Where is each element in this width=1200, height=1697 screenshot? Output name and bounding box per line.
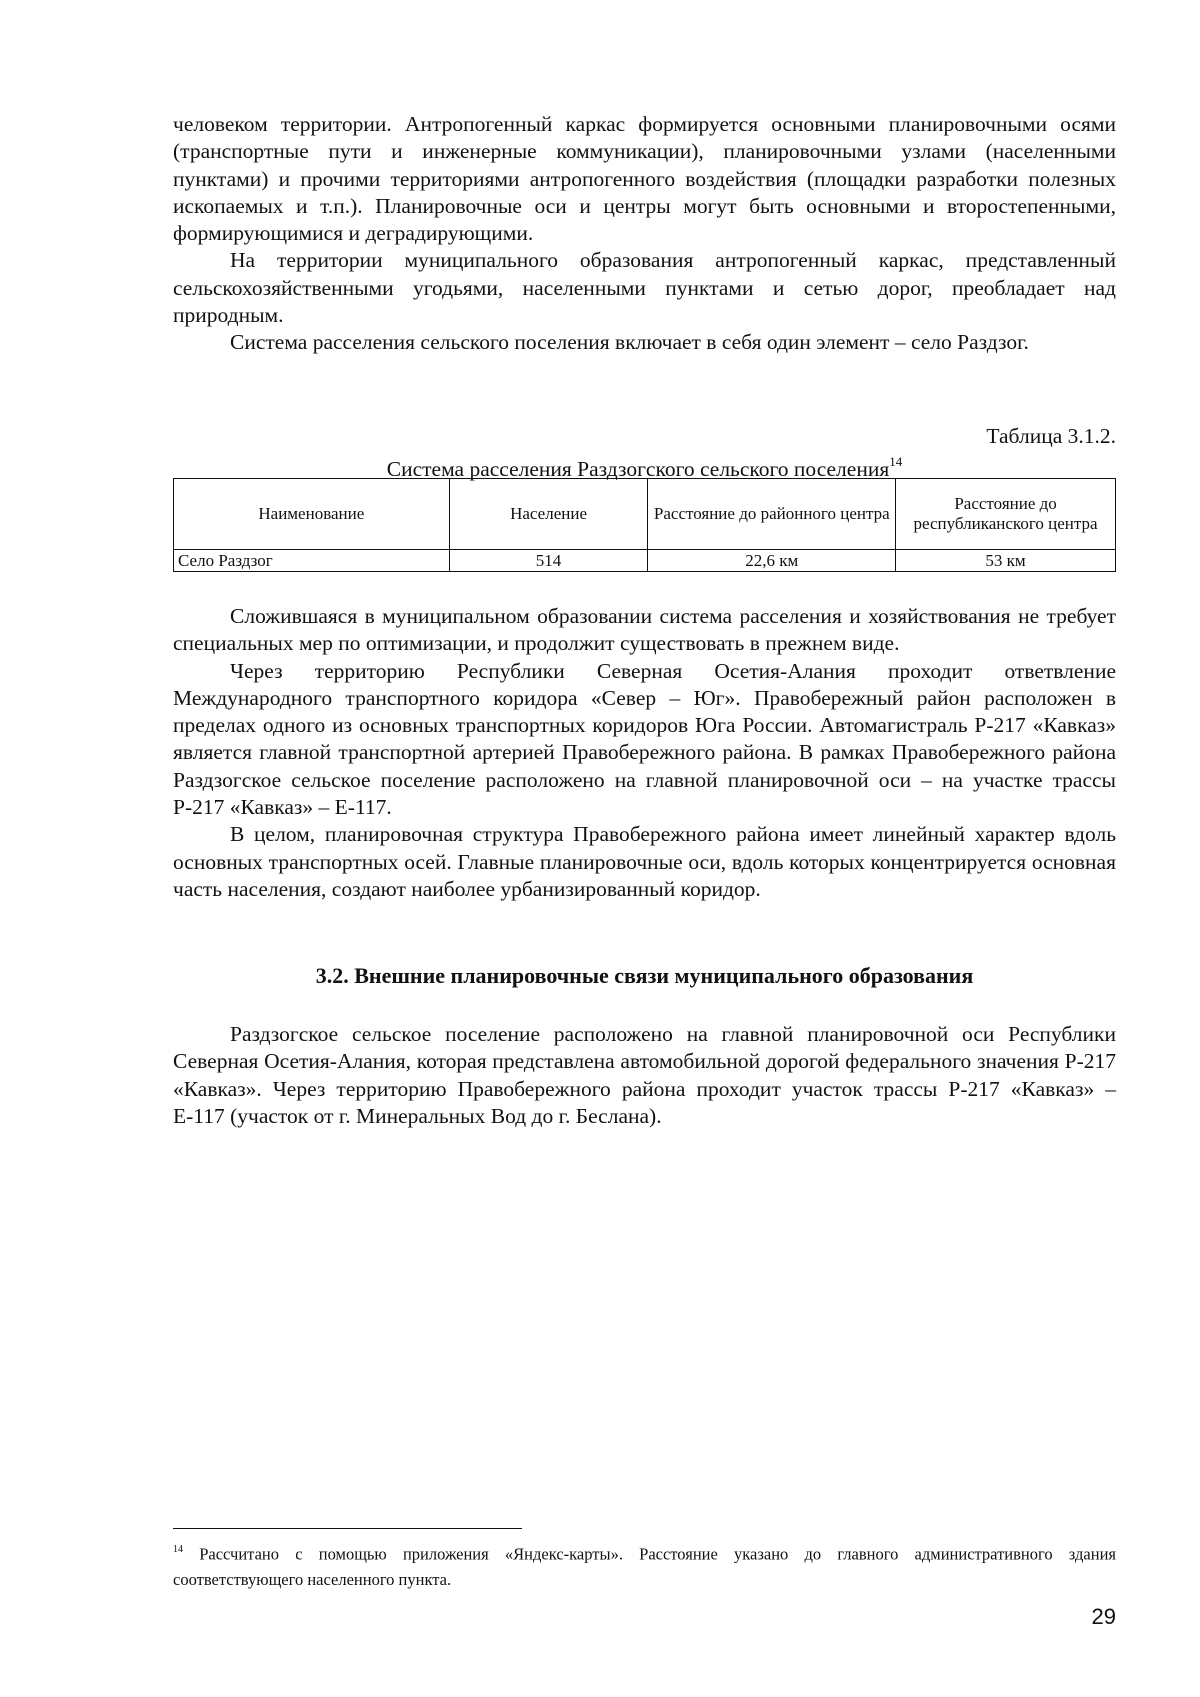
paragraph: Система расселения сельского поселения включает в себя один элемент – село Раздзог. <box>230 330 1029 355</box>
paragraph: Через территорию Республики Северная Осетия-Алания проходит ответвление Международного транспортного коридора «Север – Юг». Правобережный район расположен в пределах одного из основных транспортных коридоров Юга России. Автомагистраль Р-217 «Кавказ» является главной транспортной артерией Правобережного района. В рамках Правобережного района Раздзогское сельское поселение расположено на главной планировочной оси – на участке трассы Р-217 «Кавказ» – Е-117. <box>173 658 1116 820</box>
paragraph: Раздзогское сельское поселение расположено на главной планировочной оси Республики Северная Осетия-Алания, которая представлена автомобильной дорогой федерального значения Р-217 «Кавказ». Через территорию Правобережного района проходит участок трассы Р-217 «Кавказ» – Е-117 (участок от г. Минеральных Вод до г. Беслана). <box>173 1022 1116 1128</box>
footnote-marker: 14 <box>173 1544 183 1555</box>
table-header-row <box>174 479 1116 550</box>
table-cell: 53 км <box>896 550 1116 572</box>
table-row <box>174 550 1116 572</box>
footnote-text: Рассчитано с помощью приложения «Яндекс-карты». Расстояние указано до главного административного здания соответствующего населенного пункта. <box>173 1544 1116 1589</box>
settlement-table <box>173 478 1116 572</box>
body-text-top <box>173 111 1116 357</box>
body-text-bottom <box>173 1021 1116 1130</box>
section-heading: 3.2. Внешние планировочные связи муниципального образования <box>315 963 974 988</box>
table-cell: Село Раздзог <box>174 550 450 572</box>
footnote <box>173 1538 1116 1592</box>
table-cell: 22,6 км <box>648 550 896 572</box>
body-text-middle <box>173 603 1116 903</box>
paragraph: На территории муниципального образования антропогенный каркас, представленный сельскохозяйственными угодьями, населенными пунктами и сетью дорог, преобладает над природным. <box>173 248 1116 328</box>
paragraph: человеком территории. Антропогенный каркас формируется основными планировочными осями (транспортные пути и инженерные коммуникации), планировочными узлами (населенными пунктами) и прочими территориями антропогенного воздействия (площадки разработки полезных ископаемых и т.п.). Планировочные оси и центры могут быть основными и второстепенными, формирующимися и деградирующими. <box>173 112 1116 246</box>
column-header: Расстояние до районного центра <box>648 479 896 550</box>
paragraph: В целом, планировочная структура Правобережного района имеет линейный характер вдоль основных транспортных осей. Главные планировочные оси, вдоль которых концентрируется основная часть населения, создают наиболее урбанизированный коридор. <box>173 822 1116 901</box>
column-header: Расстояние до республиканского центра <box>896 479 1116 550</box>
footnote-divider <box>173 1528 522 1529</box>
table-title-text: Система расселения Раздзогского сельского поселения <box>386 457 890 482</box>
page-number: 29 <box>1091 1604 1116 1629</box>
footnote-ref: 14 <box>889 454 903 469</box>
table-cell: 514 <box>449 550 648 572</box>
table-number: Таблица 3.1.2. <box>986 424 1116 448</box>
column-header: Население <box>449 479 648 550</box>
paragraph: Сложившаяся в муниципальном образовании система расселения и хозяйствования не требует специальных мер по оптимизации, и продолжит существовать в прежнем виде. <box>173 604 1116 656</box>
column-header: Наименование <box>174 479 450 550</box>
